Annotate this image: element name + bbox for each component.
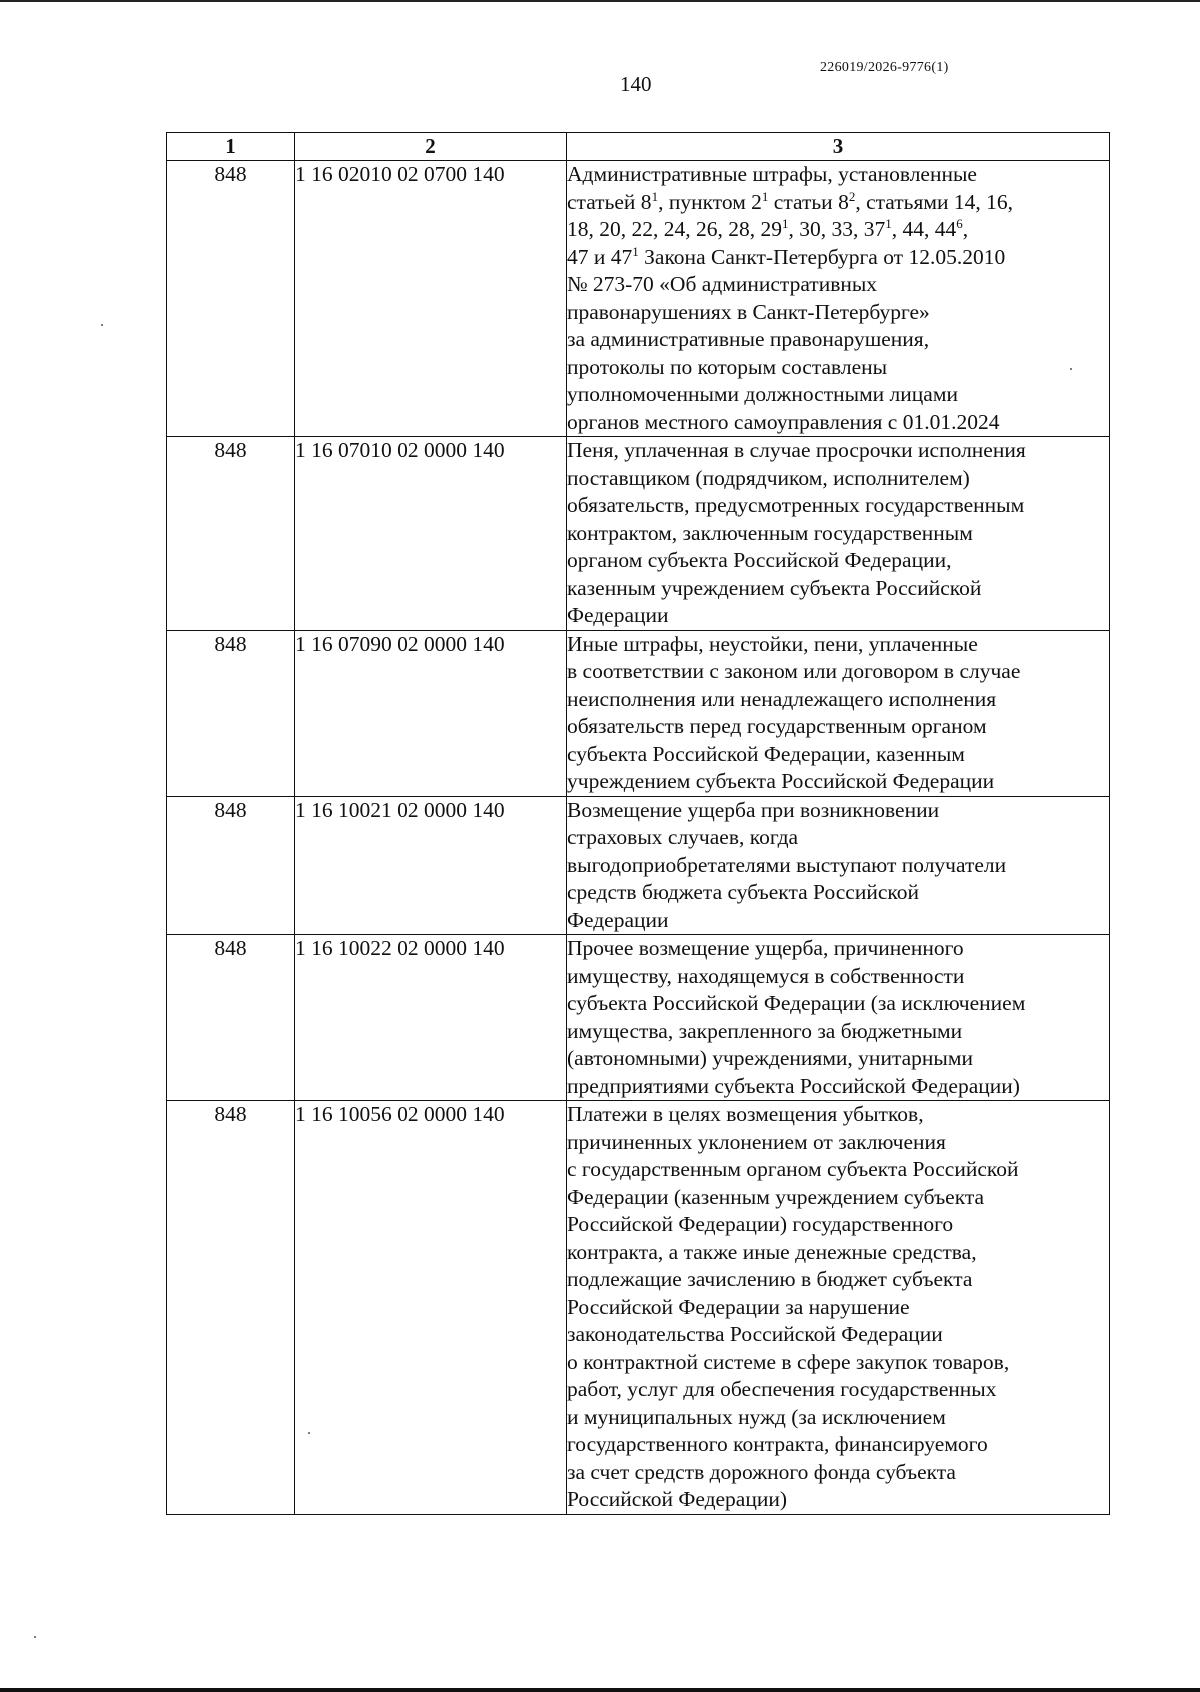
page-number: 140 [620, 72, 652, 96]
admin-code-cell: 848 [167, 1101, 295, 1515]
description-line: 47 и $47^1$ Закона Санкт-Петербурга от 12.05.2010 [567, 243, 1006, 269]
superscript: 1 [885, 216, 892, 231]
description-line: причиненных уклонением от заключения [567, 1129, 946, 1154]
description-line: в соответствии с законом или договором в случае [567, 659, 1021, 683]
superscript: 1 [632, 243, 639, 259]
bottom-border [0, 1688, 1200, 1692]
admin-code-cell: 848 [167, 437, 295, 631]
description-line: субъекта Российской Федерации, казенным [567, 741, 965, 766]
table-body [167, 161, 1110, 1515]
description-line: Федерации (казенным учреждением субъекта [567, 1184, 985, 1209]
description-line: неисполнения или ненадлежащего исполнения [567, 686, 997, 711]
description-line: с государственным органом субъекта Российской [567, 1157, 1019, 1181]
table-row [167, 437, 1110, 631]
description-line: казенным учреждением субъекта Российской [567, 575, 982, 600]
revenue-description-cell [567, 796, 1110, 935]
admin-code-cell: 848 [167, 935, 295, 1101]
description-line: поставщиком (подрядчиком, исполнителем) [567, 465, 970, 490]
description-line: страховых случаев, когда [567, 825, 799, 849]
column-header-code: 2 [295, 133, 567, 161]
description-line: за административные правонарушения, [567, 327, 930, 351]
top-border [0, 0, 1200, 2]
budget-classification-code-cell: 1 16 07090 02 0000 140 [295, 630, 567, 796]
description-line: учреждением субъекта Российской Федерации [567, 769, 995, 793]
column-header-description: 3 [567, 133, 1110, 161]
description-line: контрактом, заключенным государственным [567, 520, 973, 545]
description-line: статьей $8^1$, пунктом $2^1$ статьи $8^2$, статьями 14, 16, [567, 188, 1013, 214]
description-line: органом субъекта Российской Федерации, [567, 548, 952, 572]
description-line: Платежи в целях возмещения убытков, [567, 1102, 924, 1126]
description-line: уполномоченными должностными лицами [567, 382, 958, 406]
description-line: Российской Федерации) государственного [567, 1212, 954, 1236]
description-line: предприятиями субъекта Российской Федерации) [567, 1073, 1020, 1098]
description-line: Иные штрафы, неустойки, пени, уплаченные [567, 631, 978, 656]
description-line: 18, 20, 22, 24, 26, 28, $29^1$, 30, 33, $37^1$, 44, $44^6$, [567, 216, 969, 241]
description-line: правонарушениях в Санкт-Петербурге» [567, 299, 930, 324]
table-header-row [167, 133, 1110, 161]
revenue-description-cell [567, 630, 1110, 796]
revenue-description-cell [567, 935, 1110, 1101]
admin-code-cell: 848 [167, 630, 295, 796]
budget-classification-code-cell: 1 16 10056 02 0000 140 [295, 1101, 567, 1515]
table-row [167, 161, 1110, 437]
description-line: Прочее возмещение ущерба, причиненного [567, 936, 964, 960]
table-row [167, 630, 1110, 796]
superscript: 1 [761, 188, 769, 204]
description-line: обязательств, предусмотренных государственным [567, 493, 1025, 517]
description-line: субъекта Российской Федерации (за исключением [567, 991, 1026, 1015]
budget-classification-code-cell: 1 16 02010 02 0700 140 [295, 161, 567, 437]
description-line: протоколы по которым составлены [567, 354, 888, 379]
description-line: подлежащие зачислению в бюджет субъекта [567, 1267, 973, 1291]
superscript: 6 [956, 216, 963, 231]
description-line: за счет средств дорожного фонда субъекта [567, 1459, 956, 1484]
description-line: Российской Федерации за нарушение [567, 1294, 910, 1319]
description-line: средств бюджета субъекта Российской [567, 880, 919, 904]
superscript: 1 [782, 216, 789, 231]
table-row [167, 796, 1110, 935]
table-row [167, 1101, 1110, 1515]
admin-code-cell: 848 [167, 796, 295, 935]
budget-classification-code-cell: 1 16 07010 02 0000 140 [295, 437, 567, 631]
scan-speck [34, 1636, 36, 1638]
budget-classification-code-cell: 1 16 10022 02 0000 140 [295, 935, 567, 1101]
revenue-codes-table [166, 132, 1110, 1515]
revenue-description-cell [567, 437, 1110, 631]
revenue-description-cell [567, 161, 1110, 437]
revenue-description-cell [567, 1101, 1110, 1515]
description-line: Пеня, уплаченная в случае просрочки исполнения [567, 438, 1026, 462]
description-line: (автономными) учреждениями, унитарными [567, 1046, 973, 1070]
description-line: и муниципальных нужд (за исключением [567, 1404, 946, 1429]
description-line: Российской Федерации) [567, 1487, 788, 1511]
description-line: органов местного самоуправления с 01.01.2024 [567, 409, 1000, 434]
description-line: Возмещение ущерба при возникновении [567, 797, 940, 822]
document-registration-number: 226019/2026-9776(1) [820, 60, 949, 75]
description-line: Административные штрафы, установленные [567, 162, 977, 186]
scan-speck [101, 324, 103, 326]
superscript: 1 [651, 188, 659, 204]
description-line: работ, услуг для обеспечения государственных [567, 1377, 997, 1401]
superscript: 2 [848, 188, 856, 204]
description-line: о контрактной системе в сфере закупок товаров, [567, 1349, 1010, 1374]
description-line: имущества, закрепленного за бюджетными [567, 1018, 963, 1043]
description-line: обязательств перед государственным органом [567, 714, 987, 738]
column-header-admin: 1 [167, 133, 295, 161]
budget-classification-code-cell: 1 16 10021 02 0000 140 [295, 796, 567, 935]
description-line: контракта, а также иные денежные средства, [567, 1239, 977, 1264]
description-line: № 273-70 «Об административных [567, 272, 878, 296]
description-line: Федерации [567, 907, 669, 932]
description-line: государственного контракта, финансируемого [567, 1432, 988, 1456]
description-line: выгодоприобретателями выступают получатели [567, 852, 1007, 877]
description-line: имуществу, находящемуся в собственности [567, 963, 965, 988]
description-line: Федерации [567, 603, 669, 627]
description-line: законодательства Российской Федерации [567, 1322, 943, 1346]
admin-code-cell: 848 [167, 161, 295, 437]
table-row [167, 935, 1110, 1101]
